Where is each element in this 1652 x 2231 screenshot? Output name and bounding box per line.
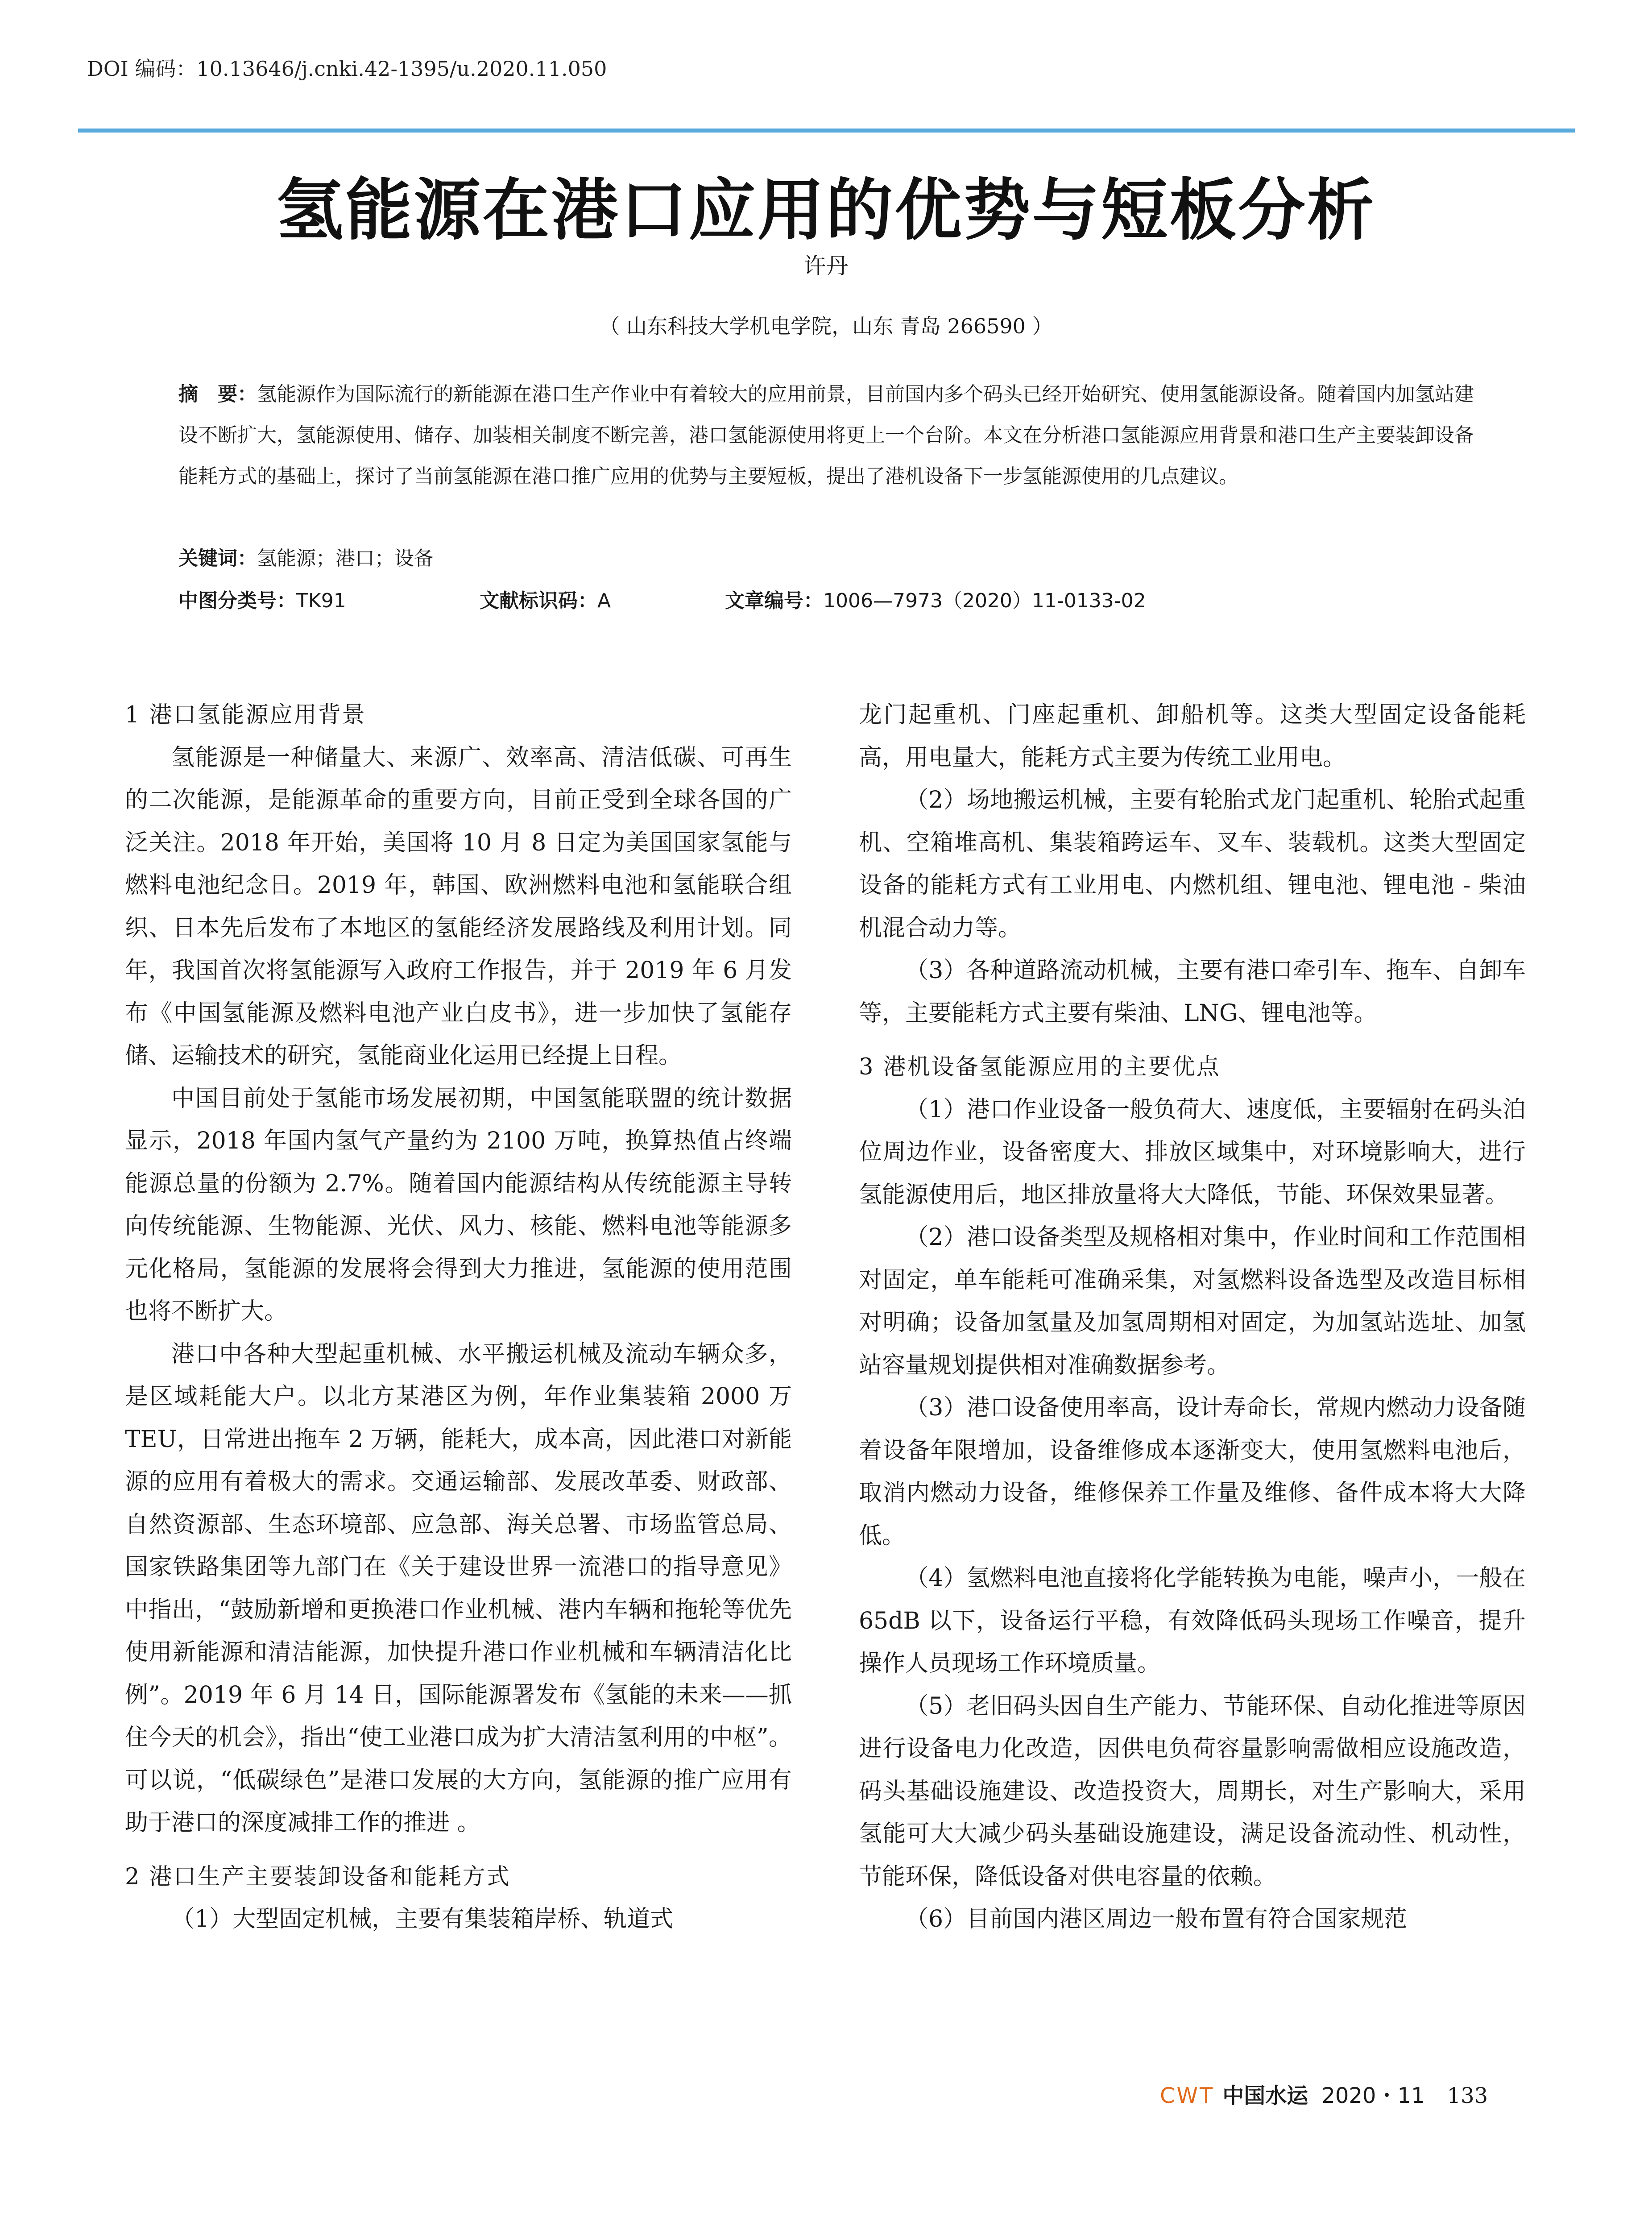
left-column (125, 694, 792, 1941)
paragraph: （1）港口作业设备一般负荷大、速度低，主要辐射在码头泊位周边作业，设备密度大、排放区域集中，对环境影响大，进行氢能源使用后，地区排放量将大大降低，节能、环保效果显著。 (859, 1096, 1526, 1208)
clc-label: 中图分类号： (178, 589, 296, 612)
issue-number: 2020・11 (1321, 2083, 1425, 2108)
paragraph: （5）老旧码头因自生产能力、节能环保、自动化推进等原因进行设备电力化改造，因供电负荷容量影响需做相应设施改造，码头基础设施建设、改造投资大，周期长，对生产影响大，采用氢能可大大减少码头基础设施建设，满足设备流动性、机动性，节能环保，降低设备对供电容量的依赖。 (859, 1692, 1526, 1890)
abstract (178, 374, 1481, 497)
clc-value: TK91 (296, 589, 346, 612)
article-no-value: 1006—7973（2020）11-0133-02 (823, 589, 1146, 612)
paragraph: 龙门起重机、门座起重机、卸船机等。这类大型固定设备能耗高，用电量大，能耗方式主要为传统工业用电。 (859, 701, 1526, 771)
document-code (480, 585, 611, 613)
abstract-label: 摘 要： (178, 383, 257, 406)
doc-code-value: A (597, 589, 611, 612)
paragraph: （4）氢燃料电池直接将化学能转换为电能，噪声小，一般在 65dB 以下，设备运行平稳，有效降低码头现场工作噪音，提升操作人员现场工作环境质量。 (859, 1565, 1526, 1677)
keywords-text: 氢能源；港口；设备 (257, 547, 434, 570)
article-number (725, 585, 1146, 613)
paragraph: （3）港口设备使用率高，设计寿命长，常规内燃动力设备随着设备年限增加，设备维修成本逐渐变大，使用氢燃料电池后，取消内燃动力设备，维修保养工作量及维修、备件成本将大大降低。 (859, 1394, 1526, 1549)
paragraph: （2）场地搬运机械，主要有轮胎式龙门起重机、轮胎式起重机、空箱堆高机、集装箱跨运车、叉车、装载机。这类大型固定设备的能耗方式有工业用电、内燃机组、锂电池、锂电池 - 柴油机混合动力等。 (859, 787, 1526, 941)
keywords (178, 542, 434, 571)
paragraph: 中国目前处于氢能市场发展初期，中国氢能联盟的统计数据显示，2018 年国内氢气产量约为 2100 万吨，换算热值占终端能源总量的份额为 2.7%。随着国内能源结构从传统能源主导转向传统能源、生物能源、光伏、风力、核能、燃料电池等能源多元化格局，氢能源的发展将会得到大力推进，氢能源的使用范围也将不断扩大。 (125, 1085, 792, 1325)
affiliation: （ 山东科技大学机电学院，山东 青岛 266590 ） (599, 314, 1053, 338)
paragraph: （6）目前国内港区周边一般布置有符合国家规范 (905, 1906, 1408, 1932)
keywords-label: 关键词： (178, 547, 257, 570)
section-heading-1: 1 港口氢能源应用背景 (125, 702, 366, 728)
doc-code-label: 文献标识码： (480, 589, 597, 612)
doi-line: DOI 编码：10.13646/j.cnki.42-1395/u.2020.11.050 (87, 57, 607, 81)
clc-number (178, 585, 346, 613)
section-heading-2: 2 港口生产主要装卸设备和能耗方式 (125, 1863, 511, 1890)
author: 许丹 (803, 253, 849, 279)
article-title: 氢能源在港口应用的优势与短板分析 (276, 171, 1376, 249)
paragraph: （1）大型固定机械，主要有集装箱岸桥、轨道式 (171, 1906, 674, 1932)
paragraph: 港口中各种大型起重机械、水平搬运机械及流动车辆众多，是区域耗能大户。以北方某港区为例，年作业集装箱 2000 万 TEU，日常进出拖车 2 万辆，能耗大，成本高，因此港口对新能源的应用有着极大的需求。交通运输部、发展改革委、财政部、自然资源部、生态环境部、应急部、海关总署、市场监管总局、国家铁路集团等九部门在《关于建设世界一流港口的指导意见》中指出，“鼓励新增和更换港口作业机械、港内车辆和拖轮等优先使用新能源和清洁能源，加快提升港口作业机械和车辆清洁化比例”。2019 年 6 月 14 日，国际能源署发布《氢能的未来——抓住今天的机会》，指出“使工业港口成为扩大清洁氢利用的中枢”。可以说，“低碳绿色”是港口发展的大方向，氢能源的推广应用有助于港口的深度减排工作的推进 。 (125, 1340, 792, 1836)
page-number: 133 (1447, 2083, 1488, 2108)
abstract-text: 氢能源作为国际流行的新能源在港口生产作业中有着较大的应用前景，目前国内多个码头已经开始研究、使用氢能源设备。随着国内加氢站建设不断扩大，氢能源使用、储存、加装相关制度不断完善，港口氢能源使用将更上一个台阶。本文在分析港口氢能源应用背景和港口生产主要装卸设备能耗方式的基础上，探讨了当前氢能源在港口推广应用的优势与主要短板，提出了港机设备下一步氢能源使用的几点建议。 (178, 383, 1474, 488)
right-column (859, 694, 1526, 1941)
header-rule (78, 129, 1575, 133)
section-heading-3: 3 港机设备氢能源应用的主要优点 (859, 1054, 1221, 1080)
journal-name: 中国水运 (1222, 2083, 1308, 2108)
page-footer (1160, 2078, 1488, 2109)
article-no-label: 文章编号： (725, 589, 823, 612)
brand-logo: CWT (1160, 2083, 1215, 2108)
paragraph: （3）各种道路流动机械，主要有港口牵引车、拖车、自卸车等，主要能耗方式主要有柴油、LNG、锂电池等。 (859, 957, 1526, 1027)
paragraph: （2）港口设备类型及规格相对集中，作业时间和工作范围相对固定，单车能耗可准确采集，对氢燃料设备选型及改造目标相对明确；设备加氢量及加氢周期相对固定，为加氢站选址、加氢站容量规划提供相对准确数据参考。 (859, 1224, 1526, 1379)
paragraph: 氢能源是一种储量大、来源广、效率高、清洁低碳、可再生的二次能源，是能源革命的重要方向，目前正受到全球各国的广泛关注。2018 年开始，美国将 10 月 8 日定为美国国家氢能与燃料电池纪念日。2019 年，韩国、欧洲燃料电池和氢能联合组织、日本先后发布了本地区的氢能经济发展路线及利用计划。同年，我国首次将氢能源写入政府工作报告，并于 2019 年 6 月发布《中国氢能源及燃料电池产业白皮书》，进一步加快了氢能存储、运输技术的研究，氢能商业化运用已经提上日程。 (125, 744, 792, 1069)
